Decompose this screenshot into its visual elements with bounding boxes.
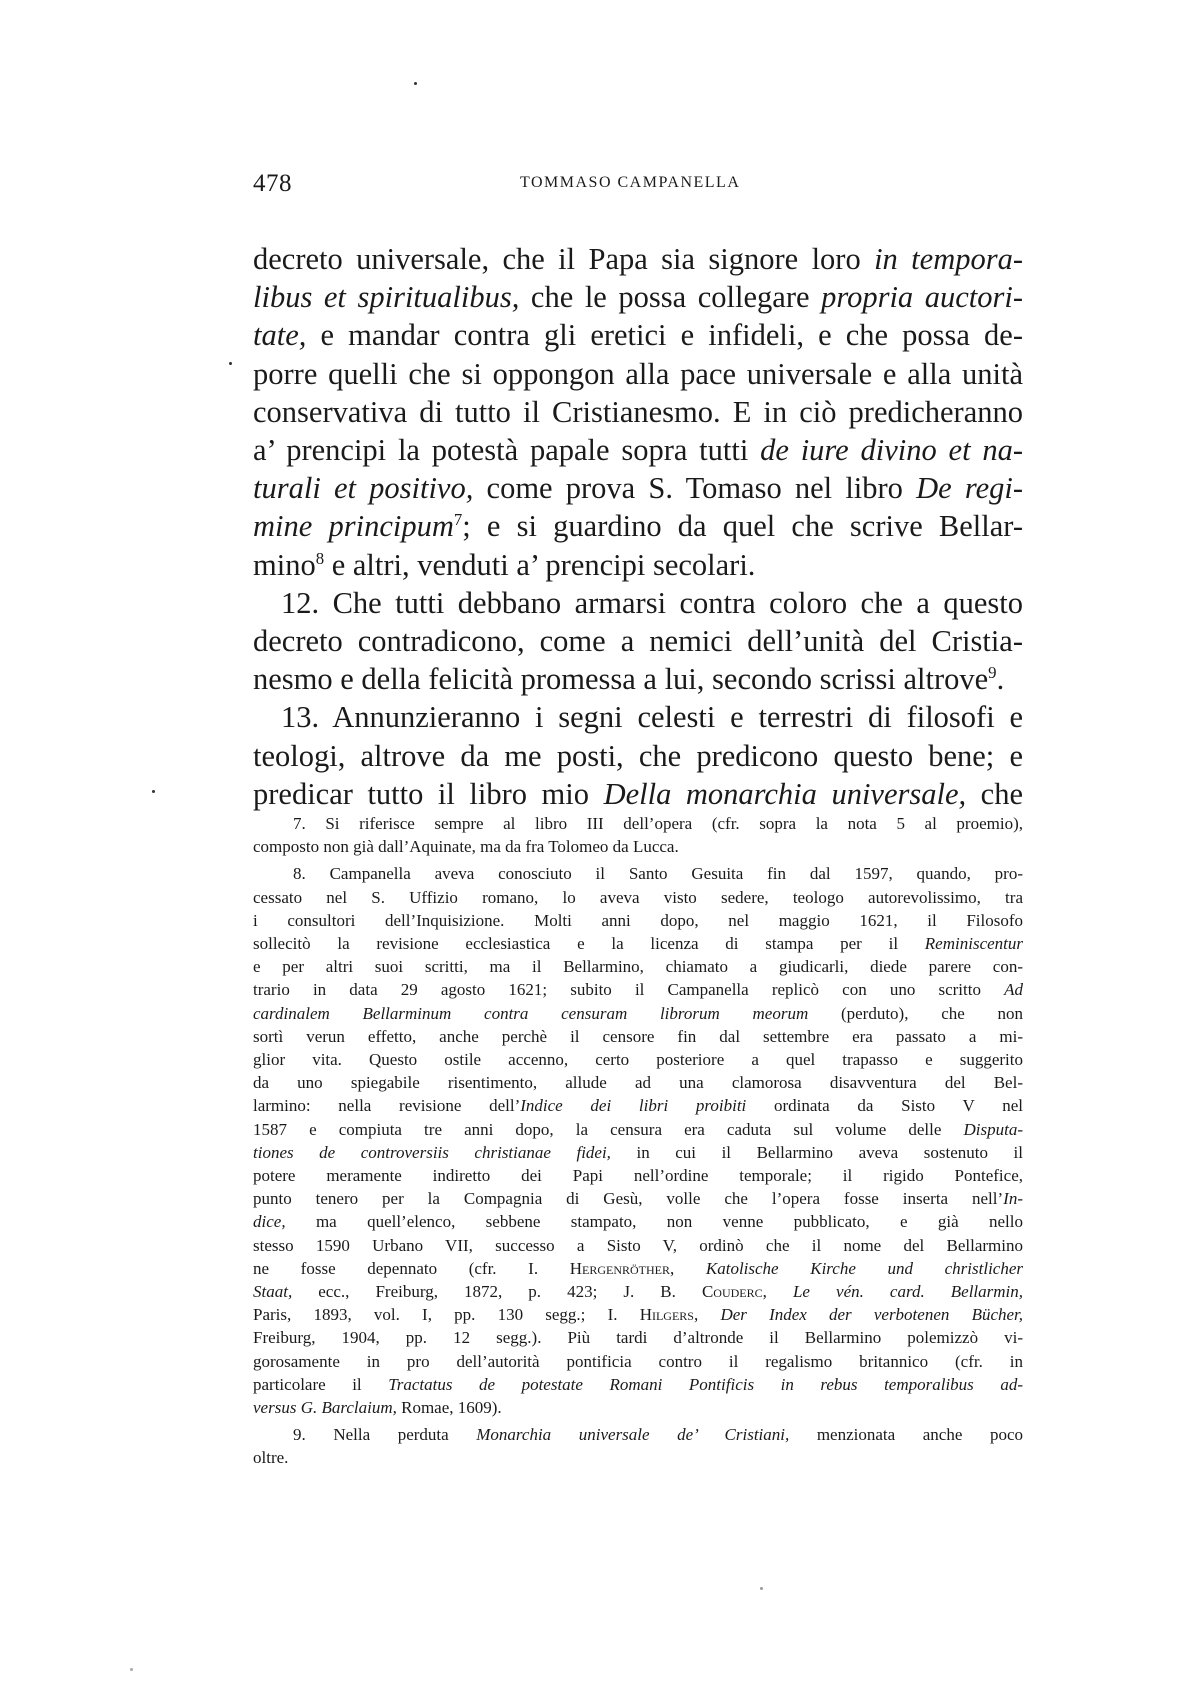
- footnotes: [253, 812, 1023, 1470]
- footnote-line: stesso 1590 Urbano VII, successo a Sisto V, ordinò che il nome del Bellarmino: [253, 1235, 1023, 1255]
- scan-speck: [414, 82, 417, 85]
- italic-run: turali et positivo,: [253, 471, 474, 506]
- text-line: porre quelli che si oppongon alla pace universale e alla unità: [253, 356, 1023, 391]
- text-run: Paris, 1893, vol. I, pp. 130 segg.; I.: [253, 1305, 640, 1325]
- footnote-line: gorosamente in pro dell’autorità pontificia contro il regalismo britannico (cfr. in: [253, 1351, 1023, 1371]
- text-run: punto tenero per la Compagnia di Gesù, volle che l’opera fosse inserta nell’: [253, 1189, 1004, 1209]
- italic-run: Disputa-: [963, 1119, 1023, 1139]
- text-run: ecc., Freiburg, 1872, p. 423; J. B.: [292, 1282, 702, 1302]
- scan-speck: [130, 1668, 133, 1671]
- italic-run: tiones de controversiis christianae fidei,: [253, 1142, 611, 1162]
- footnote-line: [253, 1141, 1023, 1164]
- text-line: [253, 240, 1023, 278]
- page-number: 478: [253, 170, 292, 197]
- footnote-line: 7. Si riferisce sempre al libro III dell’opera (cfr. sopra la nota 5 al proemio),: [293, 814, 1023, 833]
- italic-run: dice,: [253, 1212, 286, 1232]
- footnote-line: [253, 978, 1023, 1001]
- text-run: come prova S. Tomaso nel libro: [473, 471, 917, 506]
- text-run: 9. Nella perduta: [293, 1425, 477, 1445]
- italic-run: versus G. Barclaium,: [253, 1398, 397, 1418]
- footnote-line: [253, 1094, 1023, 1117]
- italic-run: Staat,: [253, 1282, 293, 1302]
- footnote-line: Freiburg, 1904, pp. 12 segg.). Più tardi d’altronde il Bellarmino polemizzò vi-: [253, 1328, 1023, 1348]
- scan-speck: [152, 790, 155, 793]
- text-run: particolare il: [253, 1374, 389, 1394]
- footnote-line: [253, 1210, 1023, 1233]
- footnote-line: oltre.: [253, 1448, 289, 1468]
- text-run: ,: [670, 1258, 706, 1278]
- italic-run: cardinalem Bellarminum contra censuram librorum meorum: [253, 1003, 809, 1023]
- text-line: [253, 546, 1023, 584]
- scan-speck: [760, 1587, 763, 1590]
- text-run: nesmo e della felicità promessa a lui, secondo scrissi altrove: [253, 662, 989, 697]
- footnote-line: potere meramente indiretto dei Papi nell’ordine temporale; il rigido Pontefice,: [253, 1166, 1023, 1186]
- footnote-line: [253, 1002, 1023, 1025]
- text-line: conservativa di tutto il Cristianesmo. E in ciò predicheranno: [253, 394, 1023, 429]
- scan-speck: [229, 362, 232, 365]
- footnote-line: [253, 1257, 1023, 1280]
- footnote-line: [253, 1303, 1023, 1326]
- text-run: ; e si guardino da quel che scrive Bellar-: [462, 509, 1023, 544]
- italic-run: Katolische Kirche und christlicher: [705, 1258, 1023, 1278]
- author-name: Hergenröther: [569, 1258, 671, 1278]
- footnote-line: [253, 1396, 1023, 1419]
- text-run: in cui il Bellarmino aveva sostenuto il: [610, 1142, 1023, 1162]
- text-line: [253, 316, 1023, 354]
- text-line: decreto contradicono, come a nemici dell’unità del Cristia-: [253, 624, 1023, 659]
- italic-run: Le vén. card. Bellarmin,: [792, 1282, 1023, 1302]
- text-run: (perduto), che non: [808, 1003, 1024, 1023]
- italic-run: propria auctori-: [821, 280, 1024, 315]
- footnote-line: [253, 1373, 1023, 1396]
- text-run: ,: [693, 1305, 721, 1325]
- text-run: 1587 e compiuta tre anni dopo, la censura era caduta sul volume delle: [253, 1119, 964, 1139]
- footnote-line: cessato nel S. Uffizio romano, lo aveva visto sedere, teologo autorevolissimo, tra: [253, 887, 1023, 907]
- italic-run: In-: [1003, 1189, 1023, 1209]
- text-run: Romae, 1609).: [396, 1398, 502, 1418]
- italic-run: in tempora-: [874, 242, 1023, 276]
- text-run: che le possa collegare: [519, 280, 822, 315]
- italic-run: Tractatus de potestate Romani Pontificis in rebus temporalibus ad-: [388, 1374, 1023, 1394]
- text-line: 13. Annunzieranno i segni celesti e terrestri di filosofi e: [281, 700, 1023, 735]
- italic-run: Der Index der verbotenen Bücher,: [720, 1305, 1024, 1325]
- footnote-marker: 9: [988, 663, 997, 683]
- text-line: [253, 431, 1023, 469]
- footnote-marker: 7: [453, 510, 463, 530]
- italic-run: libus et spiritualibus,: [253, 280, 520, 315]
- footnote-line: [253, 1280, 1023, 1303]
- footnote-line: da uno spiegabile risentimento, allude ad una clamorosa disavventura del Bel-: [253, 1073, 1023, 1093]
- text-line: 12. Che tutti debbano armarsi contra coloro che a questo: [281, 585, 1023, 620]
- italic-run: mine principum: [253, 509, 454, 544]
- footnote-line: [253, 1118, 1023, 1141]
- text-line: [253, 469, 1023, 507]
- text-run: trario in data 29 agosto 1621; subito il Campanella replicò con uno scritto: [253, 980, 1005, 1000]
- italic-run: De regi-: [916, 471, 1023, 506]
- text-run: predicar tutto il libro mio: [253, 776, 604, 811]
- text-run: e mandar contra gli eretici e infideli, e che possa de-: [306, 318, 1023, 353]
- author-name: Hilgers: [639, 1305, 694, 1325]
- text-run: ordinata da Sisto V nel: [746, 1096, 1023, 1116]
- text-run: ma quell’elenco, sebbene stampato, non venne pubblicato, e già nello: [285, 1212, 1023, 1232]
- author-name: Couderc: [701, 1282, 763, 1302]
- text-run: ,: [762, 1282, 793, 1302]
- text-line: [253, 775, 1023, 813]
- text-run: e altri, venduti a’ prencipi secolari.: [324, 547, 756, 582]
- text-line: [253, 278, 1023, 316]
- italic-run: Della monarchia universale,: [603, 776, 967, 811]
- text-run: menzionata anche poco: [789, 1425, 1023, 1445]
- footnote-line: 8. Campanella aveva conosciuto il Santo Gesuita fin dal 1597, quando, pro-: [293, 864, 1023, 884]
- footnote-line: glior vita. Questo ostile accenno, certo posteriore a quel trapasso e suggerito: [253, 1050, 1023, 1070]
- footnote-line: [253, 932, 1023, 955]
- italic-run: Ad: [1004, 980, 1023, 1000]
- text-line: [253, 660, 1023, 698]
- footnote-line: e per altri suoi scritti, ma il Bellarmino, chiamato a giudicarli, diede parere con-: [253, 957, 1023, 977]
- text-run: che: [966, 776, 1023, 811]
- footnote-line: i consultori dell’Inquisizione. Molti anni dopo, nel maggio 1621, il Filosofo: [253, 910, 1023, 930]
- text-run: mino: [253, 547, 316, 582]
- italic-run: tate,: [253, 318, 307, 353]
- italic-run: Monarchia universale de’ Cristiani,: [476, 1425, 790, 1445]
- text-run: a’ prencipi la potestà papale sopra tutti: [253, 433, 761, 468]
- footnote-line: [253, 1423, 1023, 1446]
- text-run: ne fosse depennato (cfr. I.: [253, 1258, 570, 1278]
- italic-run: Indice dei libri proibiti: [520, 1096, 747, 1116]
- text-run: .: [996, 662, 1005, 697]
- footnote-line: sortì verun effetto, anche perchè il censore fin dal settembre era passato a mi-: [253, 1026, 1023, 1046]
- text-run: sollecitò la revisione ecclesiastica e la licenza di stampa per il: [253, 934, 925, 954]
- text-line: [253, 507, 1023, 545]
- italic-run: de iure divino et na-: [760, 433, 1023, 468]
- italic-run: Reminiscentur: [924, 934, 1023, 954]
- text-line: teologi, altrove da me posti, che predicono questo bene; e: [253, 738, 1023, 773]
- running-head: TOMMASO CAMPANELLA: [520, 174, 741, 191]
- footnote-line: composto non già dall’Aquinate, ma da fra Tolomeo da Lucca.: [253, 837, 679, 857]
- text-run: decreto universale, che il Papa sia signore loro: [253, 242, 875, 276]
- footnote-marker: 8: [315, 548, 325, 568]
- footnote-line: [253, 1187, 1023, 1210]
- main-text: [253, 240, 1023, 813]
- text-run: larmino: nella revisione dell’: [253, 1096, 521, 1116]
